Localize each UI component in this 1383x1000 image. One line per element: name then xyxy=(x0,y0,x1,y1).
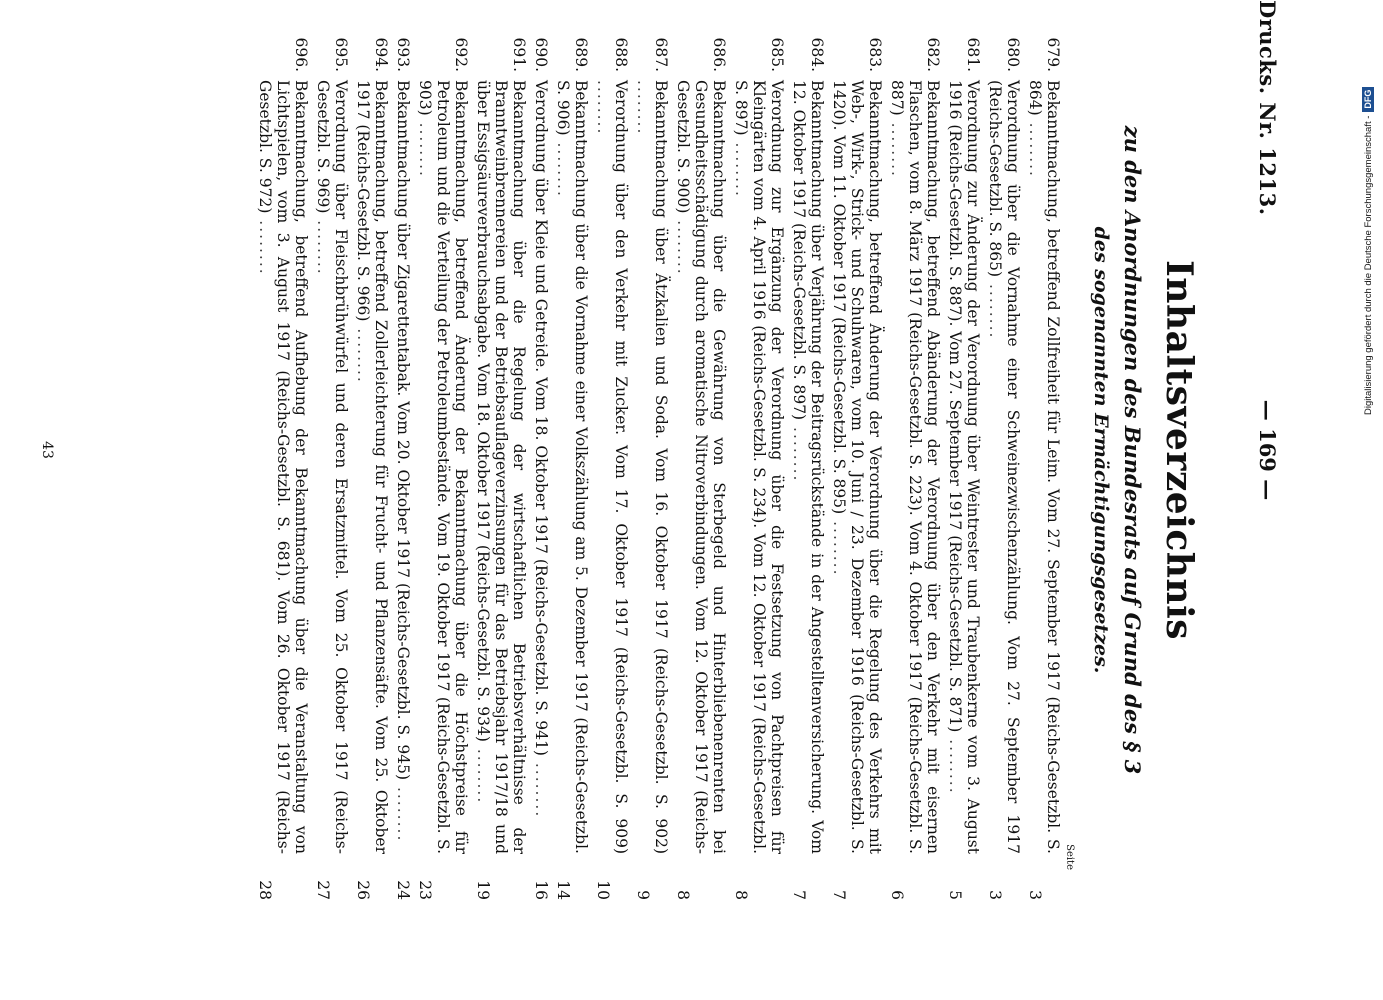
entry-page: 8 xyxy=(732,890,750,900)
entry-text: Verordnung über die Vornahme einer Schweinezwischenzählung. Vom 27. September 1917 (Reichs-Gesetzbl. S. 865) ........ xyxy=(986,80,1022,854)
entry-number: 688. xyxy=(612,37,630,72)
toc-entry xyxy=(594,32,630,900)
entry-number: 684. xyxy=(808,37,826,72)
page-number: — 169 — xyxy=(1255,399,1280,501)
entry-page: 7 xyxy=(830,890,848,900)
entry-page: 3 xyxy=(1026,890,1044,900)
entry-text: Verordnung über den Verkehr mit Zucker. Vom 17. Oktober 1917 (Reichs-Gesetzbl. S. 909) ........ xyxy=(594,80,630,854)
entry-number: 690. xyxy=(532,37,550,72)
entry-number: 683. xyxy=(866,37,884,72)
leader-dots: ........ xyxy=(354,321,372,384)
leader-dots: ........ xyxy=(946,732,964,795)
entry-page: 28 xyxy=(256,880,274,900)
page-header xyxy=(1250,0,1280,900)
leader-dots: ........ xyxy=(394,780,412,843)
credit-text: Digitalisierung gefördert durch die Deutsche Forschungsgemeinschaft - xyxy=(1362,115,1374,415)
entry-text: Bekanntmachung über Zigarettentabak. Vom 20. Oktober 1917 (Reichs-Gesetzbl. S. 945) ........ xyxy=(394,80,412,843)
leader-dots: ........ xyxy=(830,514,848,577)
toc-entry xyxy=(986,32,1022,900)
toc-entry xyxy=(474,32,528,900)
entry-text: Bekanntmachung, betreffend Zollerleichterung für Frucht- und Pflanzensäfte. Vom 25. Oktober 1917 (Reichs-Gesetzbl. S. 966) ........ xyxy=(354,80,390,854)
toc-entry xyxy=(354,32,390,900)
toc-entry xyxy=(830,32,884,900)
leader-dots: ........ xyxy=(256,213,274,276)
entry-page: 9 xyxy=(634,890,652,900)
leader-dots: ........ xyxy=(732,135,750,198)
entry-page: 23 xyxy=(416,880,434,900)
entry-page: 5 xyxy=(946,890,964,900)
document-title: Inhaltsverzeichnis xyxy=(1158,259,1200,641)
entry-page: 6 xyxy=(888,890,906,900)
toc-entry xyxy=(674,32,728,900)
entry-text: Bekanntmachung über Ätzkalien und Soda. Vom 16. Oktober 1917 (Reichs-Gesetzbl. S. 902) ........ xyxy=(634,80,670,854)
toc-entry xyxy=(732,32,786,900)
toc-entry xyxy=(946,32,982,900)
entry-number: 689. xyxy=(572,37,590,72)
entry-page: 27 xyxy=(314,880,332,900)
entry-page: 14 xyxy=(554,880,572,900)
toc-entry xyxy=(256,32,310,900)
entry-number: 692. xyxy=(452,37,470,72)
entry-text: Verordnung zur Änderung der Verordnung über Weintrester und Traubenkerne vom 3. August 1916 (Reichs-Gesetzbl. S. 887). Vom 27. September 1917 (Reichs-Gesetzbl. S. 871) ........ xyxy=(946,80,982,854)
toc-entry xyxy=(554,32,590,900)
document-subtitle-2: des sogenannten Ermächtigungsgesetzes. xyxy=(1090,226,1112,674)
entry-text: Bekanntmachung über die Regelung der wirtschaftlichen Betriebsverhältnisse der Branntweinbrennereien und der Betriebsauflageverzinsungen für das Betriebsjahr 1917/18 und über Essigsäureverbrauchsabgabe. Vom 18. Oktober 1917 (Reichs-Gesetzbl. S. 934) ........ xyxy=(474,80,528,854)
entry-page: 7 xyxy=(790,890,808,900)
entry-number: 693. xyxy=(394,37,412,72)
drucksache-number: Drucks. Nr. 1213. xyxy=(1255,0,1280,216)
entry-page: 3 xyxy=(986,890,1004,900)
entry-text: Bekanntmachung, betreffend Aufhebung der Bekanntmachung über die Veranstaltung von Lichtspielen, vom 3. August 1917 (Reichs-Gesetzbl. S. 681). Vom 26. Oktober 1917 (Reichs-Gesetzbl. S. 972) ........ xyxy=(256,80,310,854)
toc-entry xyxy=(314,32,350,900)
entry-number: 686. xyxy=(710,37,728,72)
entry-text: Bekanntmachung über die Vornahme einer Volkszählung am 5. Dezember 1917 (Reichs-Gesetzbl. S. 906) ........ xyxy=(554,80,590,854)
entry-number: 696. xyxy=(292,37,310,72)
entry-page: 26 xyxy=(354,880,372,900)
document-subtitle: zu den Anordnungen des Bundesrats auf Grund des § 3 xyxy=(1120,125,1145,775)
leader-dots: ........ xyxy=(554,135,572,198)
entry-number: 681. xyxy=(964,37,982,72)
toc-entry xyxy=(1026,32,1062,900)
entry-number: 679. xyxy=(1044,37,1062,72)
entry-page: 8 xyxy=(674,890,692,900)
entry-text: Bekanntmachung über Verjährung der Beitragsrückstände in der Angestelltenversicherung. Vom 12. Oktober 1917 (Reichs-Gesetzbl. S. 897) ........ xyxy=(790,80,826,854)
leader-dots: ........ xyxy=(474,741,492,805)
entry-text: Bekanntmachung, betreffend Abänderung der Verordnung über den Verkehr mit eisernen Flaschen, vom 8. März 1917 (Reichs-Gesetzbl. S. 223). Vom 4. Oktober 1917 (Reichs-Gesetzbl. S. 887) ........ xyxy=(888,80,942,854)
digitization-credit xyxy=(1358,0,1378,1000)
entry-number: 685. xyxy=(768,37,786,72)
entry-number: 695. xyxy=(332,37,350,72)
dfg-logo: DFG xyxy=(1362,87,1374,112)
entry-text: Bekanntmachung, betreffend Zollfreiheit für Leim. Vom 27. September 1917 (Reichs-Gesetzbl. S. 864) ........ xyxy=(1026,80,1062,854)
leader-dots: ........ xyxy=(416,115,434,178)
footer-number: 43 xyxy=(39,441,55,459)
entry-number: 687. xyxy=(652,37,670,72)
table-of-contents xyxy=(252,32,1062,900)
rotated-page xyxy=(39,0,1300,900)
leader-dots: ........ xyxy=(314,213,332,276)
toc-entry xyxy=(634,32,670,900)
leader-dots: ........ xyxy=(790,420,808,483)
toc-entry xyxy=(790,32,826,900)
leader-dots: ........ xyxy=(888,115,906,178)
entry-text: Bekanntmachung über die Gewährung von Sterbegeld und Hinterbliebenenrenten bei Gesundheitsschädigung durch aromatische Nitroverbindungen. Vom 12. Oktober 1917 (Reichs-Gesetzbl. S. 900) ........ xyxy=(674,80,728,854)
leader-dots: ........ xyxy=(674,213,692,276)
leader-dots: ........ xyxy=(634,80,652,136)
entry-text: Verordnung über Kleie und Getreide. Vom 18. Oktober 1917 (Reichs-Gesetzbl. S. 941) ........ xyxy=(532,80,550,819)
entry-text: Bekanntmachung, betreffend Änderung der Bekanntmachung über die Höchstpreise für Petroleum und die Verteilung der Petroleumbestände. Vom 19. Oktober 1917 (Reichs-Gesetzbl. S. 903) ........ xyxy=(416,80,470,854)
leader-dots: ........ xyxy=(532,755,550,819)
entry-number: 691. xyxy=(510,37,528,72)
toc-entry xyxy=(394,32,412,900)
entry-text: Verordnung zur Ergänzung der Verordnung über die Festsetzung von Pachtpreisen für Kleingärten vom 4. April 1916 (Reichs-Gesetzbl. S. 234). Vom 12. Oktober 1917 (Reichs-Gesetzbl. S. 897) ........ xyxy=(732,80,786,854)
toc-entry xyxy=(532,32,550,900)
toc-entry xyxy=(416,32,470,900)
entry-number: 680. xyxy=(1004,37,1022,72)
page-column-header: Seite xyxy=(1064,844,1075,870)
entry-text: Verordnung über Fleischbrühwürfel und deren Ersatzmittel. Vom 25. Oktober 1917 (Reichs-Gesetzbl. S. 969) ........ xyxy=(314,80,350,854)
entry-page: 19 xyxy=(474,880,492,900)
entry-page: 16 xyxy=(532,880,550,900)
leader-dots: ........ xyxy=(594,80,612,136)
toc-entry xyxy=(888,32,942,900)
leader-dots: ........ xyxy=(986,277,1004,340)
entry-page: 24 xyxy=(394,880,412,900)
entry-number: 694. xyxy=(372,37,390,72)
entry-number: 682. xyxy=(924,37,942,72)
entry-page: 10 xyxy=(594,880,612,900)
entry-text: Bekanntmachung, betreffend Änderung der Verordnung über die Regelung des Verkehrs mit Web-, Wirk-, Strick- und Schuhwaren, vom 10. Juni / 23. Dezember 1916 (Reichs-Gesetzbl. S. 1420). Vom 11. Oktober 1917 (Reichs-Gesetzbl. S. 895) ........ xyxy=(830,80,884,854)
leader-dots: ........ xyxy=(1026,115,1044,178)
